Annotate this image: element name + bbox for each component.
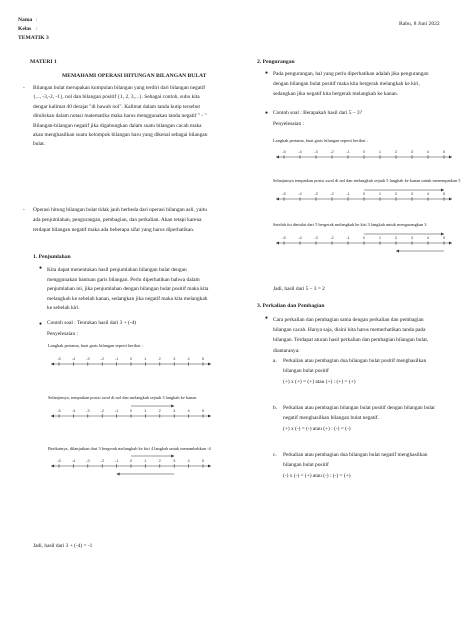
tick-label: 2 (394, 235, 398, 240)
p1-line: Bilangan-bilangan negatif jika digabungkan dalam suatu bilangan cacah maka (33, 122, 202, 129)
tick-label: -2 (330, 235, 334, 240)
page-title: MEMAHAMI OPERASI HITUNGAN BILANGAN BULAT (62, 73, 207, 79)
tick-label: 3 (173, 458, 176, 463)
tick-label: 1 (378, 191, 382, 196)
tick-label: -2 (100, 408, 104, 413)
p2-line: terdapat bilangan negatif maka ada beberapa sifat yang harus diperhatikan. (33, 226, 195, 233)
numberline-d (276, 149, 452, 159)
tick-label: -2 (330, 149, 334, 154)
rule-letter: a. (273, 358, 277, 364)
nama-colon: : (36, 17, 38, 23)
tick-label: -5 (57, 408, 61, 413)
tick-label: 5 (201, 356, 205, 361)
numberline-svg-2 (270, 135, 460, 285)
date-label: Rabu, 8 Juni 2022 (399, 21, 440, 27)
p2-line: Operasi hitung bilangan bulat tidak jauh berbeda dari operasi bilangan asli, yaitu (33, 207, 207, 213)
tick-label: -4 (71, 408, 76, 413)
perkalian-text (273, 315, 468, 356)
tick-label: -5 (57, 458, 61, 463)
step-arrowhead (117, 473, 120, 476)
tick-label: -3 (86, 408, 90, 413)
tick-label: 0 (129, 458, 133, 463)
tick-label: -2 (330, 191, 334, 196)
tick-label: -4 (298, 191, 302, 196)
rule-line: bilangan bulat positif (283, 462, 329, 468)
tick-label: 4 (187, 408, 190, 413)
axis-arrow-left (51, 363, 54, 366)
tick-label: -3 (86, 458, 90, 463)
tick-label: -3 (314, 235, 318, 240)
kelas-colon: : (36, 26, 38, 32)
tick-label: 3 (410, 235, 414, 240)
axis-arrow-left (51, 465, 54, 468)
tick-label: 5 (442, 235, 446, 240)
tick-label: 0 (362, 149, 366, 154)
tick-label: 1 (378, 235, 382, 240)
tick-label: -4 (298, 149, 302, 154)
axis-arrow-right (449, 156, 452, 159)
tick-label: 0 (129, 408, 133, 413)
tick-label: 5 (442, 191, 446, 196)
tick-label: -1 (346, 149, 350, 154)
tick-label: -1 (114, 356, 119, 361)
tick-label: 3 (410, 191, 414, 196)
paragraph-1 (33, 84, 228, 150)
rule-line: Perkalian atau pembagian dua bilangan bulat positif menghasilkan (283, 358, 427, 364)
tick-label: -3 (314, 191, 318, 196)
tick-label: 4 (187, 458, 190, 463)
tick-label: 1 (378, 149, 382, 154)
tick-label: -1 (346, 235, 350, 240)
tick-label: 3 (173, 356, 176, 361)
p2-line: ada penjumlahan, pengurangan, pembagian, dan perkalian. Akan tetapi karena (33, 216, 202, 223)
s1-line: ke sebelah kiri. (47, 305, 80, 312)
s3-line: bilangan cacah. Hanya saja, disini kita harus memerhatikan tanda pada (273, 327, 426, 334)
tick-label: 4 (426, 149, 430, 154)
tick-label: -4 (71, 458, 76, 463)
rule-formula: (-) x (-) = (+) atau (-) : (-) = (+) (283, 473, 351, 479)
bullet-dot: ● (265, 111, 269, 116)
nl2-caption-1: Langkah pertama, buat garis bilangan seperti berikut : (273, 138, 368, 143)
s2-line: sedangkan jika negatif kita bergerak melangkah ke kanan. (273, 90, 399, 97)
nl2-caption-3: Setelah itu dimulai dari 5 bergerak melangkah ke kiri 3 langkah untuk mengurangkan 3 (273, 222, 427, 227)
tick-label: 5 (442, 149, 446, 154)
numberline-figure-1 (45, 340, 221, 532)
nl1-caption-1: Langkah pertama, buat garis bilangan seperti berikut : (48, 343, 143, 348)
axis-arrow-left (51, 415, 54, 418)
axis-arrow-right (449, 198, 452, 201)
axis-arrow-right (208, 465, 211, 468)
s1-line: menggunakan bantuan garis bilangan. Perlu diperhatikan bahwa dalam (47, 276, 200, 283)
s3-line: diantaranya: (273, 347, 300, 354)
nl1-caption-3: Berikutnya, dilanjutkan dari 3 bergerak melangkah ke kiri 4 langkah untuk menambahkan -4 (48, 446, 211, 451)
tematik-label: TEMATIK 3 (18, 35, 49, 41)
nl1-caption-2: Selanjutnya, tempatkan posisi awal di nol dan melangkah sejauh 3 langkah ke kanan (48, 395, 197, 400)
p1-line: dituliskan dalam notasi matematika maka harus menggunakan tanda negatif " - " (33, 113, 207, 120)
rule-line: negatif menghasilkan bilangan bulat negatif. (283, 415, 379, 421)
bullet-dot: ● (39, 322, 43, 327)
tick-label: 5 (201, 408, 205, 413)
tick-label: -5 (57, 356, 61, 361)
result-1: Jadi, hasil dari 3 + (-4) = -1 (33, 543, 93, 549)
tick-label: 2 (158, 408, 161, 413)
tick-label: 1 (144, 408, 147, 413)
axis-arrow-left (276, 242, 279, 245)
numberline-a (51, 356, 211, 366)
numberline-b (51, 405, 211, 418)
tick-label: -1 (114, 408, 119, 413)
tick-label: 2 (394, 191, 398, 196)
tick-label: 2 (158, 458, 161, 463)
tick-label: -1 (114, 458, 119, 463)
tick-label: 4 (187, 356, 190, 361)
s2-line: Pada pengurangan, hal yang perlu diperhatikan adalah jika pengurangan (273, 71, 429, 77)
rule-letter: b. (273, 405, 278, 411)
axis-arrow-right (208, 363, 211, 366)
tick-label: 2 (158, 356, 161, 361)
bullet-dash-2: - (23, 207, 25, 213)
tick-label: -5 (282, 235, 286, 240)
s1-line: Kita dapat menentukan hasil penjumlahan bilangan bulat dengan (47, 267, 187, 273)
section-pengurangan: 2. Pengurangan (257, 59, 295, 65)
s3-line: bilangan. Terdapat aturan hasil perkalian dan pembagian bilangan bulat, (273, 337, 429, 344)
numberline-f (276, 233, 452, 253)
contoh-soal-2: Contoh soal : Berapakah hasil dari 5 – 3? (273, 110, 362, 116)
s1-line: penjumlahan ini, jika penjumlahan dengan bilangan bulat positif maka kita (47, 286, 209, 293)
s3-line: Cara perkalian dan pembagian sama dengan perkalian dan pembagian (273, 317, 424, 323)
rule-line: Perkalian atau pembagian dua bilangan bulat negatif menghasilkan (283, 452, 428, 458)
materi-label: MATERI 1 (30, 59, 57, 65)
tick-label: 4 (426, 235, 430, 240)
p1-line: {..., -3,-2, -1}, nol dan bilangan positif {1, 2, 3,...}. Sebagai contoh, suhu kita (33, 94, 200, 101)
section-penjumlahan: 1. Penjumlahan (33, 254, 71, 260)
p1-line: Bilangan bulat merupakan kumpulan bilangan yang terdiri dari bilangan negatif (33, 85, 205, 91)
tick-label: 4 (426, 191, 430, 196)
tick-label: 0 (362, 191, 366, 196)
tick-label: -5 (282, 149, 286, 154)
nama-label: Nama (18, 17, 33, 23)
tick-label: -3 (86, 356, 90, 361)
axis-arrow-right (449, 242, 452, 245)
penyelesaian-2: Penyelesaian : (273, 121, 304, 127)
penyelesaian-1: Penyelesaian : (47, 331, 78, 337)
tick-label: -5 (282, 191, 286, 196)
numberline-e (276, 189, 452, 201)
numberline-c (51, 455, 211, 476)
s2-line: dengan bilangan bulat positif maka kita bergerak melangkah ke kiri, (273, 80, 420, 87)
result-2: Jadi, hasil dari 5 – 3 = 2 (273, 286, 325, 292)
kelas-label: Kelas (18, 26, 32, 32)
rule-letter: c. (273, 452, 277, 458)
numberline-figure-2 (270, 135, 460, 285)
axis-arrow-left (276, 156, 279, 159)
tick-label: -4 (298, 235, 302, 240)
paragraph-2 (33, 206, 228, 235)
axis-arrow-left (276, 198, 279, 201)
tick-label: -2 (100, 356, 104, 361)
contoh-soal-1: Contoh soal : Tentukan hasil dari 3 + (-4) (47, 320, 137, 326)
bullet-dash-1: - (23, 85, 25, 91)
tick-label: 3 (173, 408, 176, 413)
tick-label: 0 (362, 235, 366, 240)
s1-line: melangkah ke sebelah kanan, sedangkan jika negatif maka kita melangkah (47, 295, 208, 302)
rule-formula: (+) x (-) = (-) atau (+) : (-) = (-) (283, 426, 351, 432)
tick-label: 5 (201, 458, 205, 463)
step-arrowhead (396, 250, 399, 253)
p1-line: akan menghasilkan suatu kelompok bilangan baru yang dikenal sebagai bilangan (33, 132, 208, 139)
tick-label: 1 (144, 458, 147, 463)
numberline-svg-1 (45, 340, 221, 532)
tick-label: -4 (71, 356, 76, 361)
rule-line: Perkalian atau pembagian bilangan bulat positif dengan bilangan bulat (283, 405, 435, 411)
nl2-caption-2: Selanjutnya tempatkan posisi awal di nol dan melangkah sejauh 5 langkah ke kanan untuk menempatkan 5 (273, 178, 461, 183)
tick-label: -1 (346, 191, 350, 196)
p1-line: bulat. (33, 141, 46, 148)
tick-label: 1 (144, 356, 147, 361)
penjumlahan-text (47, 266, 242, 314)
tick-label: 3 (410, 149, 414, 154)
rule-line: bilangan bulat positif (283, 368, 329, 374)
bullet-dot: ● (265, 71, 269, 76)
rule-formula: (+) x (+) = (+) atau (+) : (+) = (+) (283, 379, 356, 385)
axis-arrow-right (208, 415, 211, 418)
tick-label: -3 (314, 149, 318, 154)
tick-label: -2 (100, 458, 104, 463)
bullet-dot: ● (39, 266, 43, 271)
p1-line: dengar kalimat 40 derajat "di bawah nol". Kalimat dalam tanda kutip tersebut (33, 103, 200, 110)
section-perkalian: 3. Perkalian dan Pembagian (257, 303, 325, 309)
tick-label: 2 (394, 149, 398, 154)
bullet-dot: ● (265, 316, 269, 321)
pengurangan-text (273, 70, 468, 99)
tick-label: 0 (129, 356, 133, 361)
